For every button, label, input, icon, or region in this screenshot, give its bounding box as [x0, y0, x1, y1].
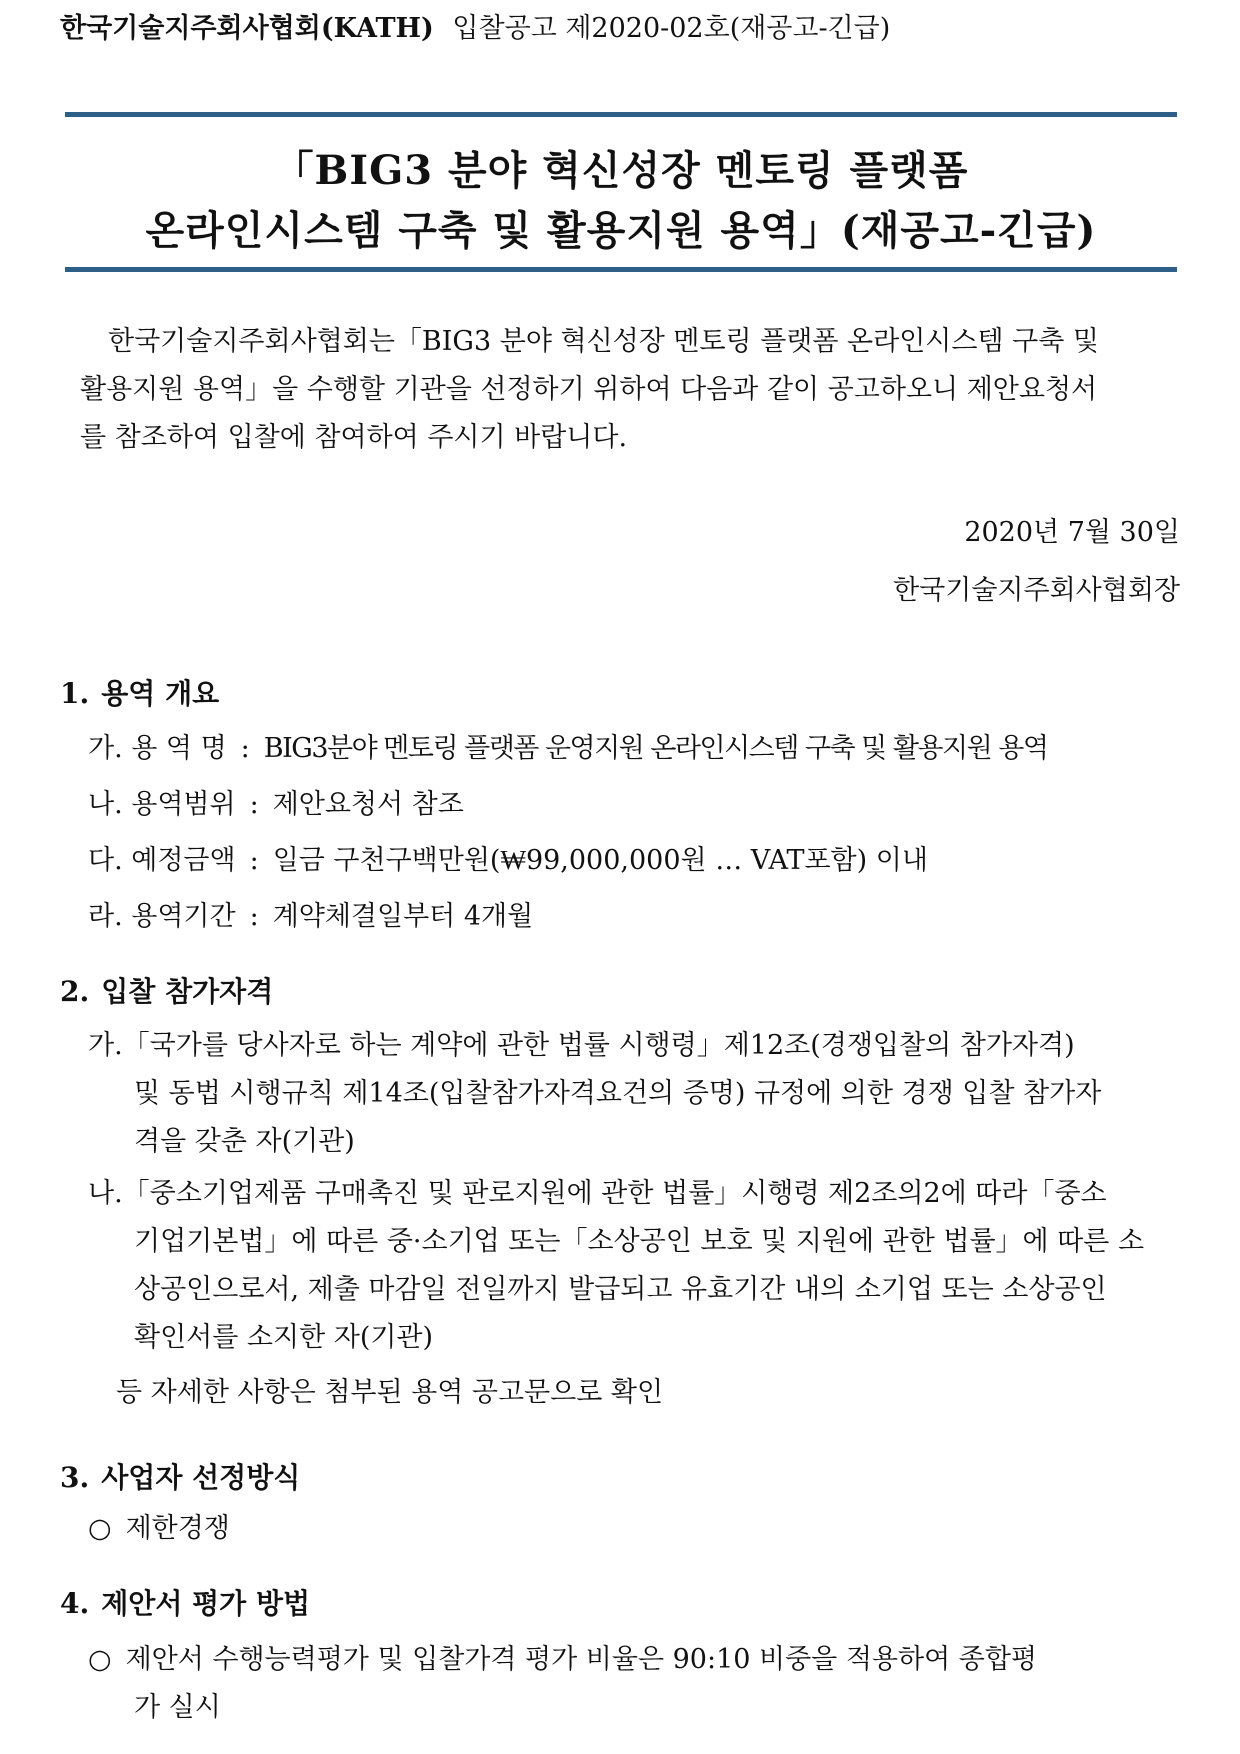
item-line: 기업기본법」에 따른 중·소기업 또는「소상공인 보호 및 지원에 관한 법률」에 따른 소 — [134, 1226, 1145, 1257]
section-title-text: 용역 개요 — [101, 677, 220, 710]
title-line-1: 「BIG3 분야 혁신성장 멘토링 플랫폼 — [273, 147, 969, 194]
section-title-text: 제안서 평가 방법 — [101, 1587, 311, 1620]
item-line: 및 동법 시행규칙 제14조(입찰참가자격요건의 증명) 규정에 의한 경쟁 입찰 참가자 — [134, 1078, 1102, 1109]
section-number: 4. — [60, 1587, 90, 1620]
item-separator: : — [249, 789, 259, 820]
section-title-text: 사업자 선정방식 — [101, 1461, 301, 1494]
announcement-date: 2020년 7월 30일 — [964, 517, 1180, 548]
bullet-line: 가 실시 — [134, 1692, 221, 1723]
section-3-bullet-item — [88, 1506, 230, 1545]
item-line: 상공인으로서, 제출 마감일 전일까지 발급되고 유효기간 내의 소기업 또는 소상공인 — [134, 1274, 1107, 1305]
section-1-item — [88, 782, 464, 821]
item-value: BIG3분야 멘토링 플랫폼 운영지원 온라인시스템 구축 및 활용지원 용역 — [263, 733, 1048, 764]
section-2-title — [60, 970, 273, 1010]
item-label: 라. 용역기간 — [88, 901, 236, 932]
item-line: 격을 갖춘 자(기관) — [134, 1126, 355, 1157]
section-3-title — [60, 1456, 300, 1496]
item-line: 확인서를 소지한 자(기관) — [134, 1322, 434, 1353]
section-4-title — [60, 1582, 310, 1622]
section-1-item — [88, 726, 1047, 765]
intro-paragraph — [80, 318, 1180, 462]
section-number: 1. — [60, 677, 90, 710]
item-label: 나. 용역범위 — [88, 789, 236, 820]
intro-line-1: 한국기술지주회사협회는「BIG3 분야 혁신성장 멘토링 플랫폼 온라인시스템 구축 및 — [108, 326, 1099, 357]
item-separator: : — [249, 845, 259, 876]
item-separator: : — [240, 733, 250, 764]
bullet-text: 제안서 수행능력평가 및 입찰가격 평가 비율은 90:10 비중을 적용하여 종합평 — [125, 1644, 1037, 1675]
item-label: 다. 예정금액 — [88, 845, 236, 876]
section-2-item-ga — [88, 1022, 1180, 1166]
bullet-text: 제한경쟁 — [125, 1513, 230, 1544]
item-line: 가.「국가를 당사자로 하는 계약에 관한 법률 시행령」제12조(경쟁입찰의 참가자격) — [88, 1030, 1075, 1061]
circle-bullet-icon: ○ — [88, 1644, 112, 1675]
title-box — [65, 112, 1177, 272]
header-notice-number: 입찰공고 제2020-02호(재공고-긴급) — [452, 13, 891, 44]
section-title-text: 입찰 참가자격 — [101, 975, 274, 1008]
intro-line-2: 활용지원 용역」을 수행할 기관을 선정하기 위하여 다음과 같이 공고하오니 제안요청서 — [80, 374, 1098, 405]
section-2-note: 등 자세한 사항은 첨부된 용역 공고문으로 확인 — [116, 1377, 664, 1408]
signer: 한국기술지주회사협회장 — [893, 575, 1180, 606]
header-organization: 한국기술지주회사협회(KATH) — [60, 13, 434, 44]
item-value: 제안요청서 참조 — [272, 789, 464, 820]
section-1-item — [88, 894, 533, 933]
item-value: 일금 구천구백만원(₩99,000,000원 … VAT포함) 이내 — [272, 845, 928, 876]
item-separator: : — [249, 901, 259, 932]
circle-bullet-icon: ○ — [88, 1513, 112, 1544]
section-number: 2. — [60, 975, 90, 1008]
section-1-item — [88, 838, 928, 877]
item-value: 계약체결일부터 4개월 — [272, 901, 534, 932]
title-line-2: 온라인시스템 구축 및 활용지원 용역」(재공고-긴급) — [145, 207, 1097, 254]
intro-line-3: 를 참조하여 입찰에 참여하여 주시기 바랍니다. — [80, 422, 628, 453]
section-number: 3. — [60, 1461, 90, 1494]
document-header — [60, 6, 890, 45]
section-4-bullet-item — [88, 1636, 1180, 1732]
item-line: 나.「중소기업제품 구매촉진 및 판로지원에 관한 법률」시행령 제2조의2에 따라「중소 — [88, 1178, 1107, 1209]
section-1-title — [60, 672, 219, 712]
section-2-item-na — [88, 1170, 1180, 1362]
bullet-line — [88, 1636, 1180, 1684]
item-label: 가. 용 역 명 — [88, 733, 227, 764]
